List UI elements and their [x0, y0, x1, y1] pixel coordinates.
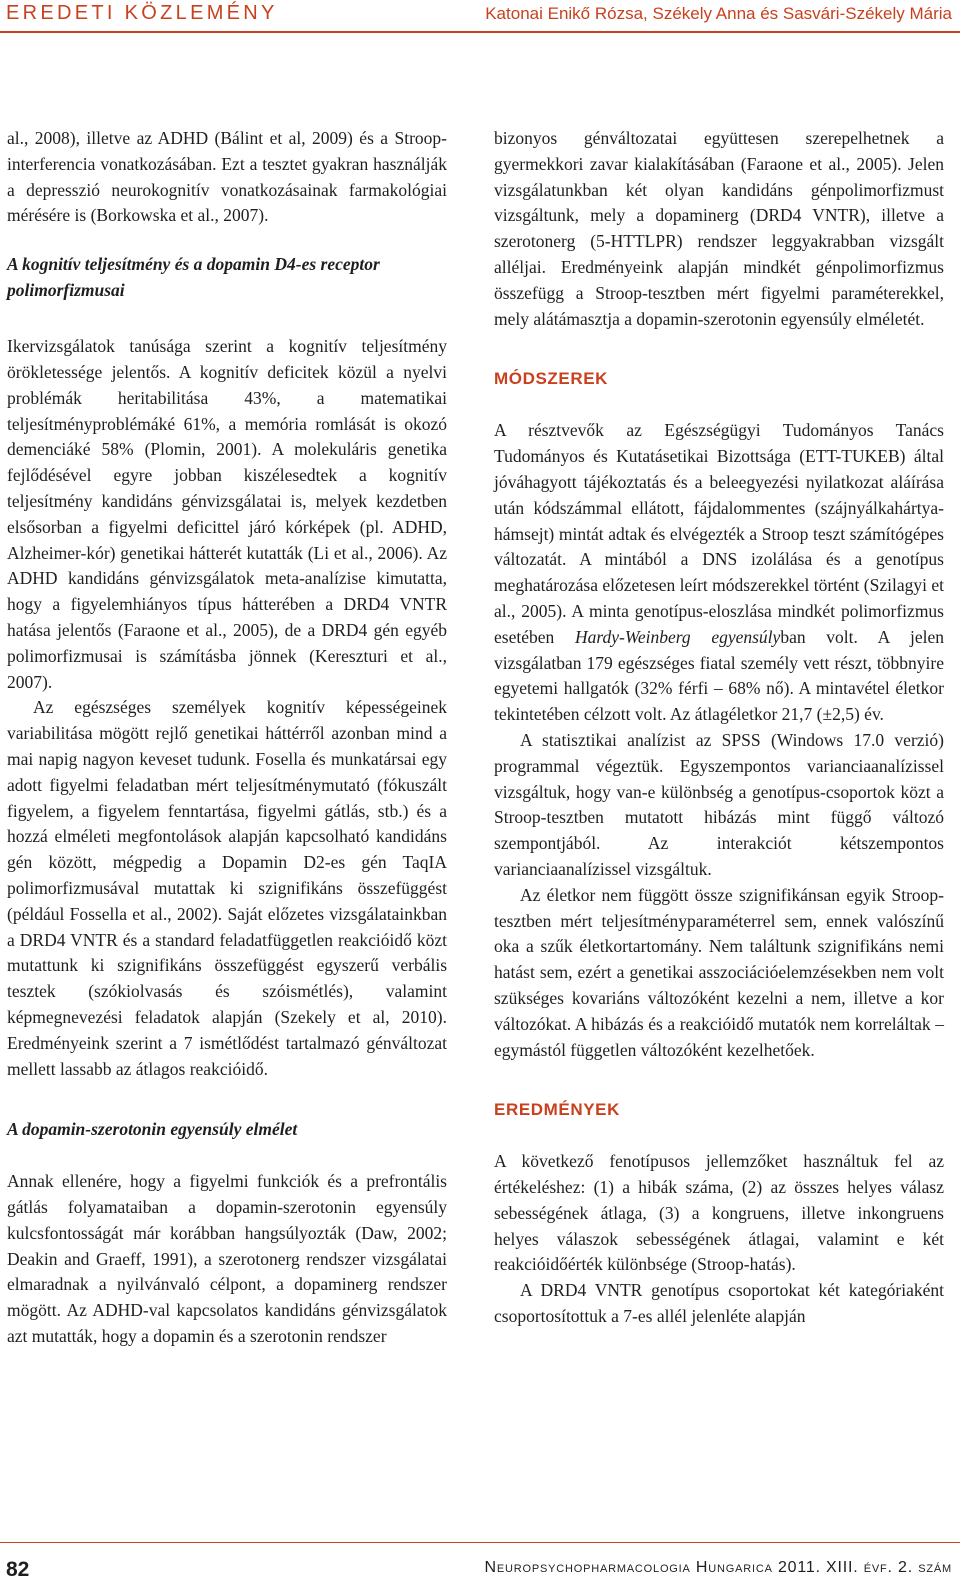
paragraph: A következő fenotípusos jellemzőket használtuk fel az értékeléshez: (1) a hibák száma, (2) az összes helyes válasz sebességének átlaga, (3) a kongruens, illetve inkongruens helyes válaszok sebességének átlagai, valamint e két reakcióidőérték különbsége (Stroop-hatás). — [494, 1151, 944, 1275]
page-number: 82 — [6, 1558, 30, 1581]
subheading: A dopamin-szerotonin egyensúly elmélet — [7, 1119, 298, 1140]
subheading: A kognitív teljesítmény és a dopamin D4-es receptor polimorfizmusai — [7, 254, 380, 301]
paragraph — [494, 418, 944, 728]
section-heading-results: EREDMÉNYEK — [494, 1100, 620, 1120]
page-header — [0, 0, 960, 34]
paragraph: Az életkor nem függött össze szignifikánsan egyik Stroop-tesztben mért teljesítményparaméterrel sem, ennek valószínű oka a szűk életkortartomány. Nem találtunk szignifikáns nemi hatást sem, ezért a genetikai asszociációelemzésekben nem volt szükséges kovariáns változóként kezelni a nem, illetve a kor változókat. A hibázás és a reakcióidő mutatók nem korreláltak – egymástól független változóként kezelhetőek. — [494, 884, 944, 1060]
paragraph: Ikervizsgálatok tanúsága szerint a kognitív teljesítmény örökletessége jelentős. A kognitív deficitek közül a nyelvi problémák heritabilitása 43%, a matematikai teljesítményproblémáké 61%, a memória romlását is okozó demenciáké 58% (Plomin, 2001). A molekuláris genetika fejlődésével egyre jobban kiszélesedtek a kognitív teljesítmény kandidáns génvizsgálatai is, melyek kezdetben elsősorban a figyelmi deficittel járó kórképek (pl. ADHD, Alzheimer-kór) genetikai hátterét kutatták (Li et al., 2006). Az ADHD kandidáns génvizsgálatok meta-analízise kimutatta, hogy a figyelemhiányos típus hátterében a DRD4 VNTR hatása jelentős (Faraone et al., 2005), de a DRD4 gén egyéb polimorfizmusai is számításba jönnek (Kereszturi et al., 2007). — [7, 336, 447, 692]
right-column — [494, 126, 944, 1330]
section-heading-methods: MÓDSZEREK — [494, 369, 609, 389]
journal-title: Neuropsychopharmacologia Hungarica 2011. XIII. évf. 2. szám — [484, 1559, 952, 1576]
paragraph: bizonyos génváltozatai együttesen szerepelhetnek a gyermekkori zavar kialakításában (Faraone et al., 2005). Jelen vizsgálatunkban két olyan kandidáns génpolimorfizmust vizsgáltunk, mely a dopaminerg (DRD4 VNTR), illetve a szerotonerg (5-HTTLPR) rendszer leggyakrabban vizsgált alléljai. Eredményeink alapján mindkét génpolimorfizmus összefügg a Stroop-tesztben mért figyelmi paraméterekkel, mely alátámasztja a dopamin-szerotonin egyensúly elméletét. — [494, 128, 944, 329]
paragraph: A statisztikai analízist az SPSS (Windows 17.0 verzió) programmal végeztük. Egyszempontos varianciaanalízissel vizsgáltuk, hogy van-e különbség a genotípus-csoportok közt a Stroop-tesztben mutatott hibázás mint függő változó szempontjából. Az interakciót kétszempontos varianciaanalízissel vizsgáltuk. — [494, 729, 944, 879]
italic-term: Hardy-Weinberg egyensúly — [574, 626, 781, 647]
authors: Katonai Enikő Rózsa, Székely Anna és Sasvári-Székely Mária — [485, 4, 952, 23]
paragraph: Az egészséges személyek kognitív képességeinek variabilitása mögött rejlő genetikai háttérről azonban mind a mai napig nagyon keveset tudunk. Fosella és munkatársai egy adott figyelmi feladatban mért teljesítménymutató (fókuszált figyelem, a figyelem fenntartása, figyelmi gátlás, stb.) és a hozzá elméleti megfontolások alapján kapcsolható kandidáns gén között, mégpedig a Dopamin D2-es gén TaqIA polimorfizmusával mutattak ki szignifikáns összefüggést (például Fossella et al., 2002). Saját előzetes vizsgálatainkban a DRD4 VNTR és a standard feladatfüggetlen reakcióidő közt mutattunk ki szignifikáns összefüggést egyszerű verbális tesztek (szókiolvasás és szóismétlés), valamint képmegnevezési feladatok alapján (Szekely et al, 2010). Eredményeink szerint a 7 ismétlődést tartalmazó génváltozat mellett lassabb az átlagos reakcióidő. — [7, 697, 447, 1079]
paragraph: al., 2008), illetve az ADHD (Bálint et al, 2009) és a Stroop-interferencia vonatkozásában. Ezt a tesztet gyakran használják a depresszió neurokognitív vonatkozásainak farmakológiai mérésére is (Borkowska et al., 2007). — [7, 128, 447, 226]
footer-rule — [0, 1542, 960, 1543]
page-footer — [0, 1542, 960, 1590]
section-label: EREDETI KÖZLEMÉNY — [6, 2, 278, 24]
paragraph: A DRD4 VNTR genotípus csoportokat két kategóriaként csoportosítottuk a 7-es allél jelenléte alapján — [494, 1280, 944, 1327]
paragraph: Annak ellenére, hogy a figyelmi funkciók és a prefrontális gátlás folyamataiban a dopamin-szerotonin egyensúly kulcsfontosságát már korábban hangsúlyozták (Daw, 2002; Deakin and Graeff, 1991), a szerotonerg rendszer vizsgálatai elmaradnak a nyilvánvaló célpont, a dopaminerg rendszer mögött. Az ADHD-val kapcsolatos kandidáns génvizsgálatok azt mutatták, hogy a dopamin és a szerotonin rendszer — [7, 1171, 447, 1347]
paragraph-text: A résztvevők az Egészségügyi Tudományos Tanács Tudományos és Kutatásetikai Bizottsága (ETT-TUKEB) által jóváhagyott tájékoztatás és a beleegyezési nyilatkozat aláírása után kódszámmal ellátott, fájdalommentes (szájnyálkahártya-hámsejt) mintát adtak és elvégezték a Stroop teszt számítógépes változatát. A mintából a DNS izolálása és a genotípus meghatározása előzetesen leírt módszerekkel történt (Szilagyi et al., 2005). A minta genotípus-eloszlása mindkét polimorfizmus esetében — [494, 420, 944, 647]
header-rule — [0, 31, 960, 33]
paragraph-text: ban volt. A jelen vizsgálatban 179 egészséges fiatal személy vett részt, többnyire egyetemi hallgatók (32% férfi – 68% nő). A mintavétel életkor tekintetében célzott volt. Az átlagéletkor 21,7 (±2,5) év. — [494, 626, 945, 725]
left-column — [7, 126, 447, 1350]
